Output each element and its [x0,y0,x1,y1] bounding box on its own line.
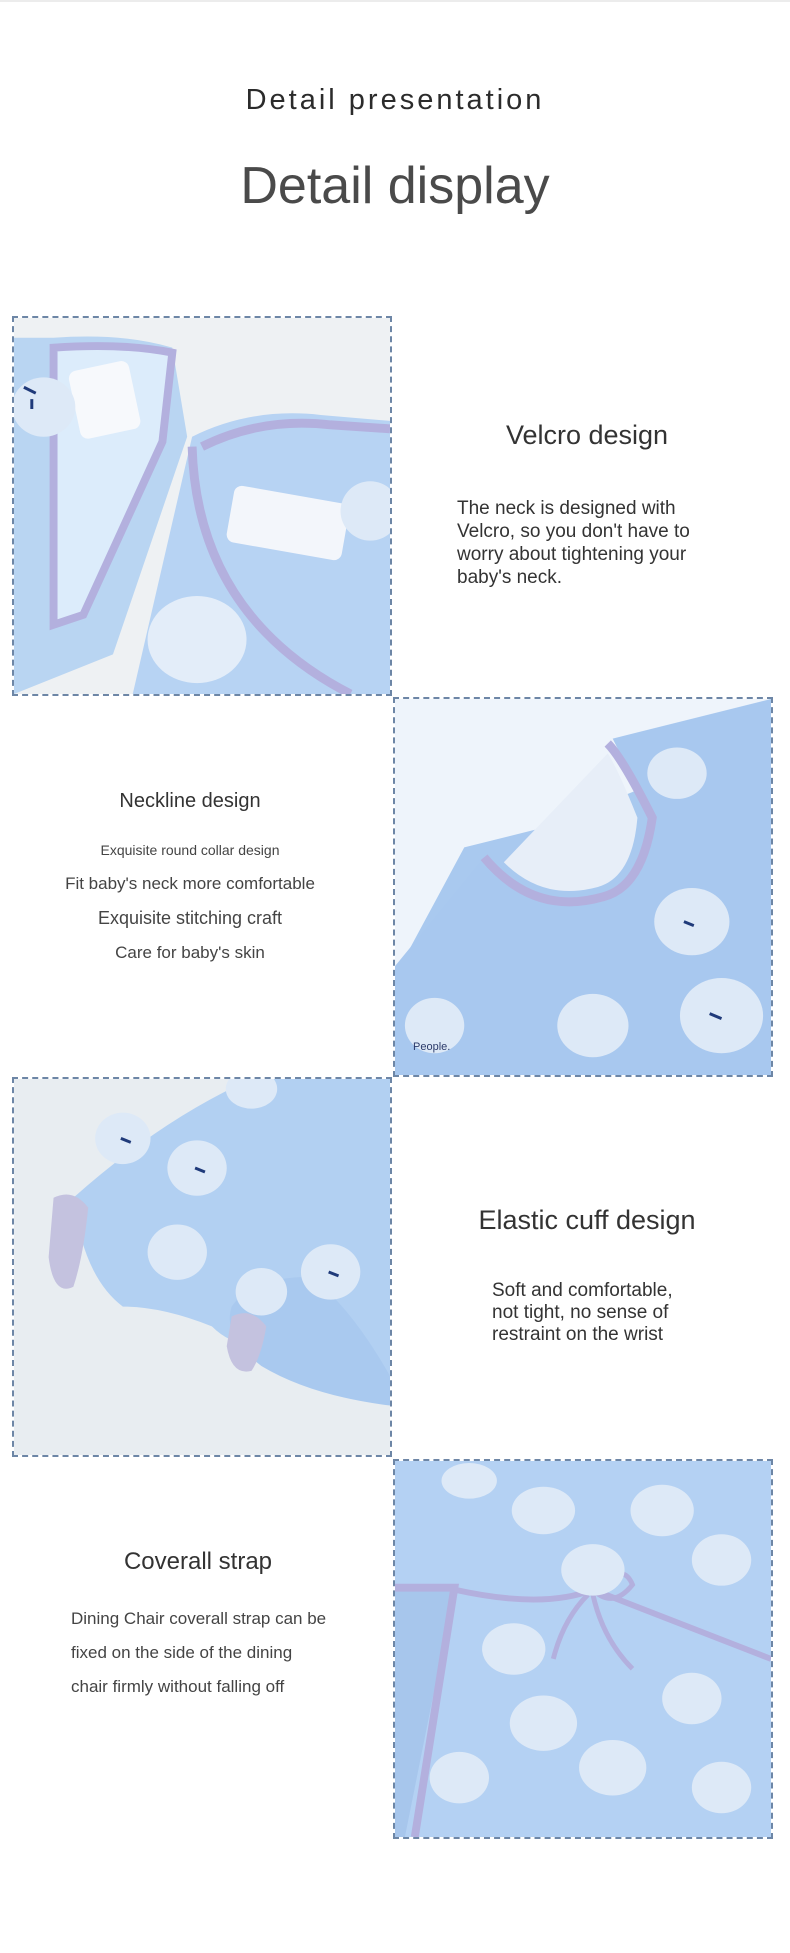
neckline-line-3: Exquisite stitching craft [97,908,283,928]
photo-watermark: People. [413,1041,451,1053]
cuff-photo [12,1077,392,1457]
strap-title: Coverall strap [123,1548,273,1575]
velcro-text [397,420,777,589]
section-title: Detail display [240,157,550,215]
neckline-line-4: Care for baby's skin [115,943,265,962]
neckline-line-1: Exquisite round collar design [100,842,280,858]
strap-text-block [0,1548,380,1704]
neckline-line-2: Fit baby's neck more comfortable [65,874,315,893]
velcro-photo [12,316,392,696]
velcro-title: Velcro design [505,420,669,450]
neckline-title: Neckline design [119,790,261,812]
velcro-description: The neck is designed with Velcro, so you don't have to worry about tightening your baby's neck. [457,498,690,588]
cuff-title: Elastic cuff design [478,1205,696,1235]
cuff-text [397,1205,777,1346]
neckline-text [0,790,380,963]
cuff-description: Soft and comfortable, not tight, no sense of restraint on the wrist [492,1280,673,1345]
strap-photo [393,1459,773,1839]
neckline-photo [393,697,773,1077]
top-divider [0,0,790,2]
strap-description: Dining Chair coverall strap can be fixed on the side of the dining chair firmly without falling off [71,1609,327,1696]
section-subtitle: Detail presentation [245,84,545,116]
